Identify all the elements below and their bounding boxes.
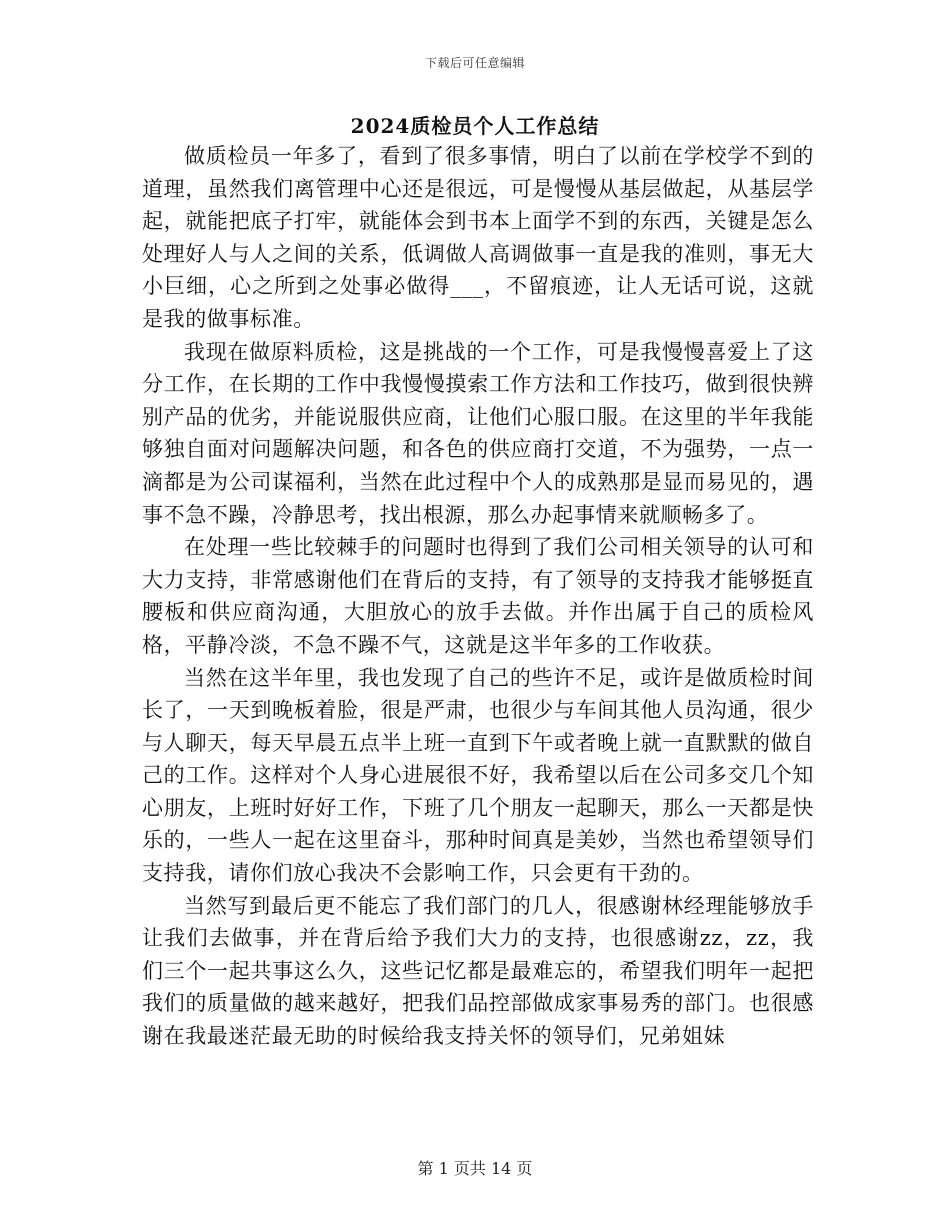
paragraph: 当然在这半年里，我也发现了自己的些许不足，或许是做质检时间长了，一天到晚板着脸，很是严肃，也很少与车间其他人员沟通，很少与人聊天，每天早晨五点半上班一直到下午或者晚上就一直默默的做自己的工作。这样对个人身心进展很不好，我希望以后在公司多交几个知心朋友，上班时好好工作，下班了几个朋友一起聊天，那么一天都是快乐的，一些人一起在这里奋斗，那种时间真是美妙，当然也希望领导们支持我，请你们放心我决不会影响工作，只会更有干劲的。 [142, 665, 814, 886]
paragraph: 做质检员一年多了，看到了很多事情，明白了以前在学校学不到的道理，虽然我们离管理中心还是很远，可是慢慢从基层做起，从基层学起，就能把底子打牢，就能体会到书本上面学不到的东西，关键是怎么处理好人与人之间的关系，低调做人高调做事一直是我的准则，事无大小巨细，心之所到之处事必做得___，不留痕迹，让人无话可说，这就是我的做事标准。 [142, 144, 814, 331]
page-number-label: 第 1 页共 14 页 [417, 1159, 533, 1178]
document-title: 2024质检员个人工作总结 [350, 114, 600, 138]
paragraph: 我现在做原料质检，这是挑战的一个工作，可是我慢慢喜爱上了这分工作，在长期的工作中我慢慢摸索工作方法和工作技巧，做到很快辨别产品的优劣，并能说服供应商，让他们心服口服。在这里的半年我能够独自面对问题解决问题，和各色的供应商打交道，不为强势，一点一滴都是为公司谋福利，当然在此过程中个人的成熟那是显而易见的，遇事不急不躁，冷静思考，找出根源，那么办起事情来就顺畅多了。 [142, 339, 814, 527]
header-note: 下载后可任意编辑 [424, 56, 525, 70]
paragraph: 当然写到最后更不能忘了我们部门的几人，很感谢林经理能够放手让我们去做事，并在背后给予我们大力的支持，也很感谢zz，zz，我们三个一起共事这么久，这些记忆都是最难忘的，希望我们明年一起把我们的质量做的越来越好，把我们品控部做成家事易秀的部门。也很感谢在我最迷茫最无助的时候给我支持关怀的领导们，兄弟姐妹 [142, 893, 814, 1049]
paragraph: 在处理一些比较棘手的问题时也得到了我们公司相关领导的认可和大力支持，非常感谢他们在背后的支持，有了领导的支持我才能够挺直腰板和供应商沟通，大胆放心的放手去做。并作出属于自己的质检风格，平静冷淡，不急不躁不气，这就是这半年多的工作收获。 [142, 535, 814, 657]
page-footer [0, 1156, 950, 1179]
document-body [142, 140, 814, 1053]
